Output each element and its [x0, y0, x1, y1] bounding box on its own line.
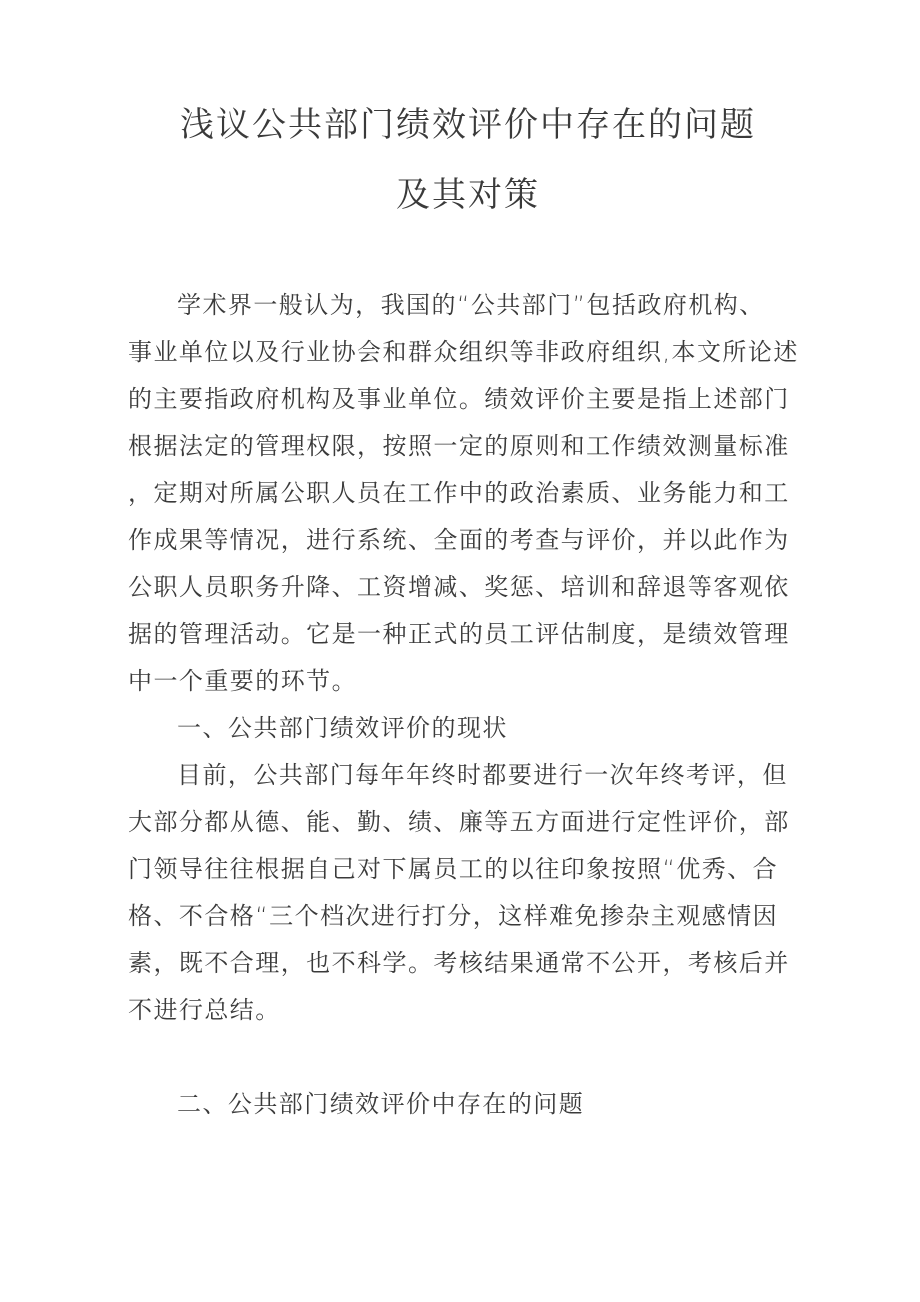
paragraph-line: 中一个重要的环节。 — [128, 667, 358, 695]
paragraph-line: 不进行总结。 — [128, 996, 281, 1024]
paragraph-line: 事业单位以及行业协会和群众组织等非政府组织,本文所论述 — [128, 338, 799, 366]
document-title-line-2: 及其对策 — [396, 175, 540, 215]
paragraph-line: 门领导往往根据自己对下属员工的以往印象按照“优秀、合 — [128, 855, 779, 883]
paragraph-line: 的主要指政府机构及事业单位。绩效评价主要是指上述部门 — [128, 385, 790, 413]
section-heading: 一、公共部门绩效评价的现状 — [177, 714, 508, 742]
paragraph-line: 作成果等情况，进行系统、全面的考查与评价，并以此作为 — [128, 526, 790, 554]
document-body — [128, 282, 808, 1128]
paragraph-first-line: 学术界一般认为，我国的“公共部门”包括政府机构、 — [177, 291, 765, 319]
document-title-line-1: 浅议公共部门绩效评价中存在的问题 — [180, 105, 756, 145]
paragraph-line: 根据法定的管理权限，按照一定的原则和工作绩效测量标准 — [128, 432, 790, 460]
paragraph-line: 公职人员职务升降、工资增减、奖惩、培训和辞退等客观依 — [128, 573, 790, 601]
paragraph-line: 大部分都从德、能、勤、绩、廉等五方面进行定性评价，部 — [128, 808, 790, 836]
paragraph-first-line: 目前，公共部门每年年终时都要进行一次年终考评，但 — [177, 761, 788, 789]
section-heading: 二、公共部门绩效评价中存在的问题 — [177, 1090, 585, 1118]
paragraph-line: 素，既不合理，也不科学。考核结果通常不公开，考核后并 — [128, 949, 790, 977]
document-title — [128, 90, 808, 230]
blank-line — [128, 1034, 808, 1081]
paragraph-line: 据的管理活动。它是一种正式的员工评估制度，是绩效管理 — [128, 620, 790, 648]
paragraph-line: 格、不合格“三个档次进行打分，这样难免掺杂主观感情因 — [128, 902, 779, 930]
paragraph-line: ，定期对所属公职人员在工作中的政治素质、业务能力和工 — [128, 479, 790, 507]
